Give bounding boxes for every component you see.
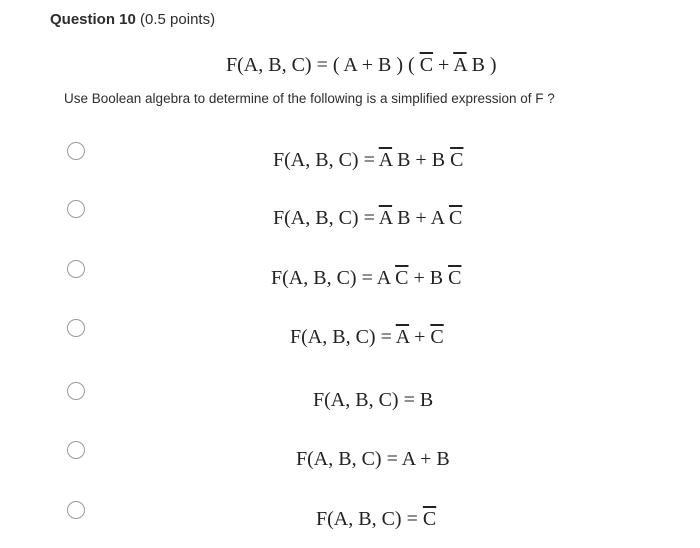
option-expression [316,508,436,531]
answer-option[interactable] [0,440,700,480]
radio-button[interactable] [67,142,85,160]
formula-term: + [433,54,454,76]
radio-button[interactable] [67,260,85,278]
expression-term: F(A, B, C) = [273,149,379,171]
radio-button[interactable] [67,501,85,519]
complement-a-term: $\overline{A}$ [453,54,467,76]
expression-term: B + B [392,149,451,171]
question-instruction: Use Boolean algebra to determine of the following is a simplified expression of F ? [64,91,555,106]
option-expression [273,207,462,230]
expression-term: + B [408,267,449,289]
complement-c-term: $\overline{C}$ [450,149,464,171]
expression-term: F(A, B, C) = B [313,389,434,411]
option-expression [271,267,461,290]
question-points: (0.5 points) [140,11,216,28]
answer-option[interactable] [0,500,700,540]
answer-option[interactable] [0,381,700,421]
answer-option[interactable] [0,141,700,181]
complement-a-term: $\overline{A}$ [395,326,410,348]
option-expression [313,389,433,412]
expression-term: F(A, B, C) = [316,508,423,530]
radio-button[interactable] [67,319,85,337]
complement-c-term: $\overline{C}$ [419,54,434,76]
formula-term: B ) [466,54,497,76]
question-number: Question 10 [50,11,136,28]
option-expression [296,448,450,471]
radio-button[interactable] [67,200,85,218]
option-expression [290,326,444,349]
complement-c-term: $\overline{C}$ [448,267,462,289]
function-definition [226,54,497,77]
formula-term: F(A, B, C) = ( A + B ) ( [226,54,420,76]
answer-option[interactable] [0,318,700,358]
complement-c-term: $\overline{C}$ [395,267,409,289]
expression-term: + [409,326,431,348]
complement-a-term: $\overline{A}$ [378,149,393,171]
expression-term: F(A, B, C) = A [271,267,396,289]
complement-a-term: $\overline{A}$ [378,207,393,229]
expression-term: F(A, B, C) = [273,207,379,229]
radio-button[interactable] [67,441,85,459]
expression-term: F(A, B, C) = A + B [296,448,450,470]
option-expression [273,149,463,172]
expression-term: B + A [392,207,449,229]
expression-term: F(A, B, C) = [290,326,396,348]
radio-button[interactable] [67,382,85,400]
complement-c-term: $\overline{C}$ [430,326,444,348]
complement-c-term: $\overline{C}$ [422,508,437,530]
complement-c-term: $\overline{C}$ [448,207,463,229]
question-header [50,11,215,28]
answer-option[interactable] [0,259,700,299]
answer-option[interactable] [0,199,700,239]
